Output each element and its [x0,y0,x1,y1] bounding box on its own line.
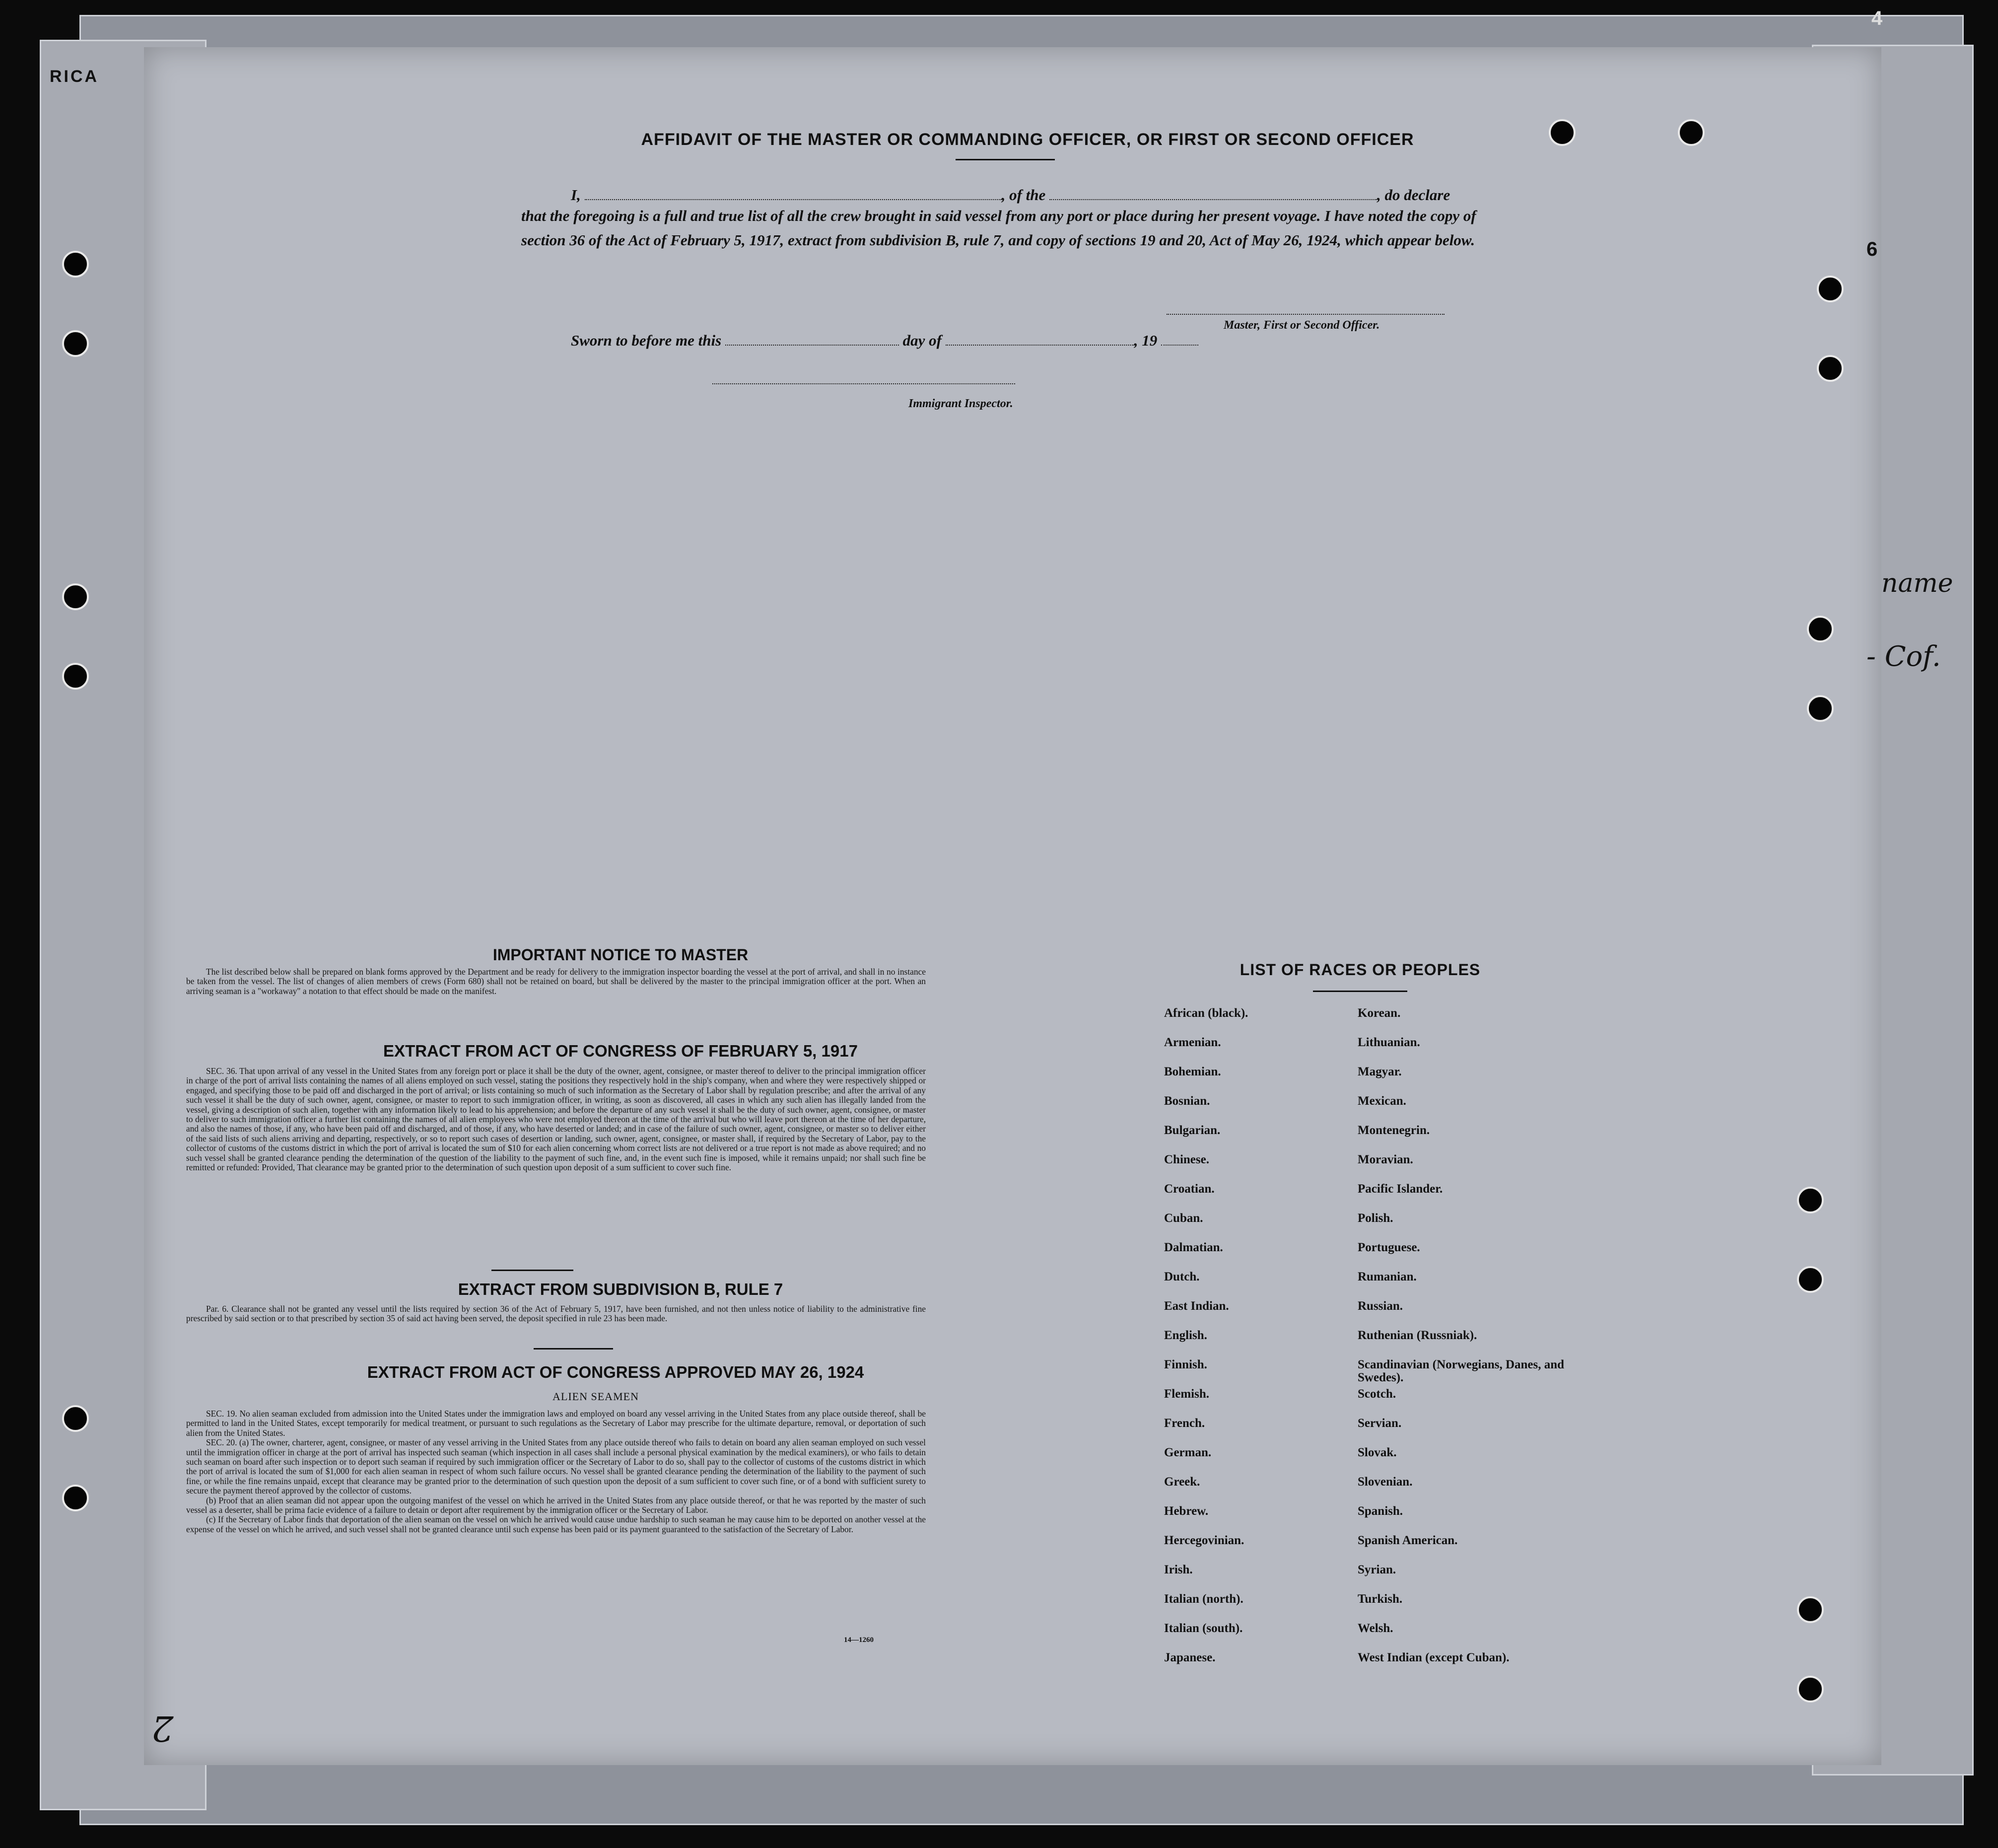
races-title-rule [1313,991,1407,992]
handwritten-note: name [1881,569,1953,598]
extract-1924-body [186,1409,926,1534]
race-entry: Korean. [1358,1006,1401,1020]
punch-hole [62,1405,89,1432]
notice-paragraph: The list described below shall be prepared on blank forms approved by the Department and be ready for delivery to the immigration inspector boarding the vessel at the port of arrival, and shall in no instance be taken from the vessel. The list of changes of alien members of crews (Form 680) shall not be retained on board, but shall be delivered by the master to the principal immigration officer at the port. When an arriving seaman is a "workaway" a notation to that effect should be made on the manifest. [186,967,926,996]
race-entry: Croatian. [1164,1182,1215,1196]
extract-1917-paragraph: SEC. 36. That upon arrival of any vessel in the United States from any foreign port or place it shall be the duty of the owner, agent, consignee, or master thereof to deliver to the principal immigration officer in charge of the port of arrival lists containing the names of all aliens employed on such vessel, stating the positions they respectively hold in the ship's company, when and where they were respectively shipped or engaged, and specifying those to be paid off and discharged in the port of arrival; or lists containing so much of such information as the Secretary of Labor shall by regulation prescribe; and after the arrival of any such vessel it shall be the duty of such owner, agent, consignee, or master to report to such immigration officer, in writing, as soon as discovered, all cases in which any such alien has illegally landed from the vessel, giving a description of such alien, together with any information likely to lead to his apprehension; and before the departure of any such vessel it shall be the duty of such owner, agent, consignee, or master to deliver to such immigration officer a further list containing the names of all alien employees who were not employed thereon at the time of the arrival but who will leave port thereon at the time of her departure, and also the names of those, if any, who have been paid off and discharged, and of those, if any, who have deserted or landed; and in case of the failure of such owner, agent, consignee, or master so to deliver either of the said lists of such aliens arriving and departing, respectively, or so to report such cases of desertion or landing, such owner, agent, consignee, or master shall, if required by the Secretary of Labor, pay to the collector of customs of the customs district in which the port of arrival is located the sum of $10 for each alien concerning whom correct lists are not delivered or a true report is not made as above required; and no such vessel shall be granted clearance pending the determination of the question of the liability to the payment of such fine, and, in the event such fine is imposed, while it remains unpaid; nor shall such fine be remitted or refunded: Provided, That clearance may be granted prior to the determination of such question upon deposit of a sum sufficient to cover such fine. [186,1066,926,1173]
punch-hole [1797,1676,1824,1703]
punch-hole [1817,276,1844,302]
race-entry: Hercegovinian. [1164,1534,1244,1547]
race-entry: Ruthenian (Russniak). [1358,1329,1477,1342]
page-number: 6 [1866,238,1878,260]
race-entry: Dutch. [1164,1270,1200,1283]
race-entry: African (black). [1164,1006,1248,1020]
races-title: LIST OF RACES OR PEOPLES [1240,961,1481,979]
race-entry: Russian. [1358,1299,1403,1313]
vessel-field[interactable] [1049,199,1377,200]
affidavit-title: AFFIDAVIT OF THE MASTER OR COMMANDING OFFICER, OR FIRST OR SECOND OFFICER [641,130,1414,149]
name-field[interactable] [585,199,1002,200]
punch-hole [1797,1596,1824,1623]
punch-hole [1807,695,1834,722]
inspector-signature-label: Immigrant Inspector. [908,397,1013,410]
sec-20b-paragraph: (b) Proof that an alien seaman did not appear upon the outgoing manifest of the vessel on which he arrived in the United States from any place outside thereof, or that he was reported by the master of such vessel as a deserter, shall be prima facie evidence of a failure to detain or deport after requirement by the immigration officer or the Secretary of Labor. [186,1495,926,1515]
notice-body [186,967,926,996]
race-entry: Rumanian. [1358,1270,1417,1283]
extract-1924-title: EXTRACT FROM ACT OF CONGRESS APPROVED MAY 26, 1924 [367,1363,864,1381]
master-signature-label: Master, First or Second Officer. [1224,319,1380,332]
sworn-month-field[interactable] [946,345,1134,346]
handwritten-mark: 2 [151,1708,174,1749]
race-entry: Cuban. [1164,1211,1203,1225]
punch-hole [62,1485,89,1511]
race-entry: Greek. [1164,1475,1200,1489]
race-entry: Chinese. [1164,1153,1209,1166]
sec-20c-paragraph: (c) If the Secretary of Labor finds that deportation of the alien seaman on the vessel on which he arrived would cause undue hardship to such seaman he may cause him to be deported on another vessel at the expense of the vessel on which he arrived, and such vessel shall not be granted clearance until such expense has been paid or its payment guaranteed to the satisfaction of the Secretary of Labor. [186,1514,926,1534]
race-entry: Bosnian. [1164,1094,1210,1108]
race-entry: Italian (north). [1164,1592,1243,1606]
race-entry: Welsh. [1358,1622,1393,1635]
affidavit-declare: , do declare [1377,186,1450,204]
extract-rule7-paragraph: Par. 6. Clearance shall not be granted any vessel until the lists required by section 36 of the Act of February 5, 1917, have been furnished, and not then unless notice of liability to the administrative fine prescribed by said section or to that prescribed by section 35 of said act having been served, the deposit specified in rule 23 has been made. [186,1304,926,1324]
punch-hole [62,330,89,357]
race-entry: East Indian. [1164,1299,1229,1313]
extract-1917-body [186,1066,926,1172]
sec-20a-paragraph: SEC. 20. (a) The owner, charterer, agent, consignee, or master of any vessel arriving in the United States from any place outside thereof who fails to detain on board any alien seaman employed on such vessel until the immigration officer in charge at the port of arrival has inspected such seaman (which inspection in all cases shall include a personal physical examination by the medical examiners), or who fails to detain such seaman on board after such inspection or to deport such seaman if required by such immigration officer or the Secretary of Labor to do so, shall pay to the collector of customs of the customs district in which the port of arrival is located the sum of $1,000 for each alien seaman in respect of whom such failure occurs. No vessel shall be granted clearance pending the determination of the liability to the payment of such fine, or while the fine remains unpaid, except that clearance may be granted prior to the determination of such question upon the deposit of a sum sufficient to cover such fine, or of a bond with sufficient surety to secure the payment thereof approved by the collector of customs. [186,1437,926,1496]
race-entry: Scotch. [1358,1387,1396,1401]
race-entry: Slovak. [1358,1446,1397,1459]
race-entry: German. [1164,1446,1212,1459]
punch-hole [62,251,89,278]
races-column-1 [1164,1007,1353,1681]
sworn-year-field[interactable] [1161,345,1198,346]
punch-hole [1549,119,1576,146]
punch-hole [1678,119,1705,146]
sworn-day-of: day of [902,332,942,349]
race-entry: Japanese. [1164,1651,1216,1664]
race-entry: Hebrew. [1164,1504,1209,1518]
corner-number: 4 [1871,7,1883,29]
race-entry: Flemish. [1164,1387,1209,1401]
extract-rule7-title: EXTRACT FROM SUBDIVISION B, RULE 7 [458,1280,783,1298]
extract-rule7-body [186,1304,926,1324]
race-entry: Armenian. [1164,1036,1221,1049]
race-entry: Spanish. [1358,1504,1403,1518]
race-entry: Magyar. [1358,1065,1402,1078]
punch-hole [62,663,89,690]
race-entry: Lithuanian. [1358,1036,1420,1049]
punch-hole [1797,1187,1824,1213]
race-entry: Irish. [1164,1563,1193,1576]
section-rule [491,1270,573,1271]
race-entry: Dalmatian. [1164,1241,1223,1254]
punch-hole [1807,616,1834,642]
race-entry: Slovenian. [1358,1475,1413,1489]
race-entry: Mexican. [1358,1094,1406,1108]
title-rule [956,159,1055,160]
affidavit-i: I, [571,186,581,204]
sworn-year: , 19 [1134,332,1158,349]
race-entry: Polish. [1358,1211,1393,1225]
section-rule [534,1348,613,1350]
race-entry: Pacific Islander. [1358,1182,1443,1196]
punch-hole [1797,1266,1824,1293]
affidavit-declaration: that the foregoing is a full and true list of all the crew brought in said vessel from any port or place during her present voyage. I have noted the copy of section 36 of the Act of February 5, 1917, extract from subdivision B, rule 7, and copy of sections 19 and 20, Act of May 26, 1924, which appear below. [521,207,1476,249]
race-entry: Syrian. [1358,1563,1396,1576]
race-entry: English. [1164,1329,1207,1342]
affidavit-of-the: , of the [1001,186,1046,204]
race-entry: Portuguese. [1358,1241,1420,1254]
notice-title: IMPORTANT NOTICE TO MASTER [492,946,749,964]
sec-19-paragraph: SEC. 19. No alien seaman excluded from admission into the United States under the immigration laws and employed on board any vessel arriving in the United States from any place outside thereof, shall be permitted to land in the United States, except temporarily for medical treatment, or pursuant to such regulations as the Secretary of Labor may prescribe for the ultimate departure, removal, or deportation of such alien from the United States. [186,1409,926,1438]
race-entry: Bulgarian. [1164,1124,1221,1137]
races-column-2 [1358,1007,1566,1681]
punch-hole [62,583,89,610]
race-entry: Moravian. [1358,1153,1413,1166]
punch-hole [1817,355,1844,382]
race-entry: Bohemian. [1164,1065,1221,1078]
race-entry: Finnish. [1164,1358,1207,1371]
race-entry: West Indian (except Cuban). [1358,1651,1510,1664]
sworn-prefix: Sworn to before me this [571,332,722,349]
master-signature-line[interactable] [1167,314,1445,315]
sworn-line [571,332,1198,350]
affidavit-line-1 [571,186,1450,204]
race-entry: Spanish American. [1358,1534,1458,1547]
sworn-day-field[interactable] [725,345,899,346]
race-entry: Scandinavian (Norwegians, Danes, and Swedes). [1358,1358,1565,1384]
form-number: 14—1260 [844,1636,874,1644]
race-entry: Turkish. [1358,1592,1403,1606]
race-entry: Italian (south). [1164,1622,1243,1635]
extract-1917-title: EXTRACT FROM ACT OF CONGRESS OF FEBRUARY 5, 1917 [383,1042,858,1060]
handwritten-note: - Cof. [1866,640,1941,673]
left-tab-text: RICA [50,67,99,86]
inspector-signature-line[interactable] [712,383,1015,384]
race-entry: Servian. [1358,1417,1402,1430]
race-entry: French. [1164,1417,1205,1430]
alien-seamen-subtitle: ALIEN SEAMEN [552,1390,639,1403]
race-entry: Montenegrin. [1358,1124,1430,1137]
